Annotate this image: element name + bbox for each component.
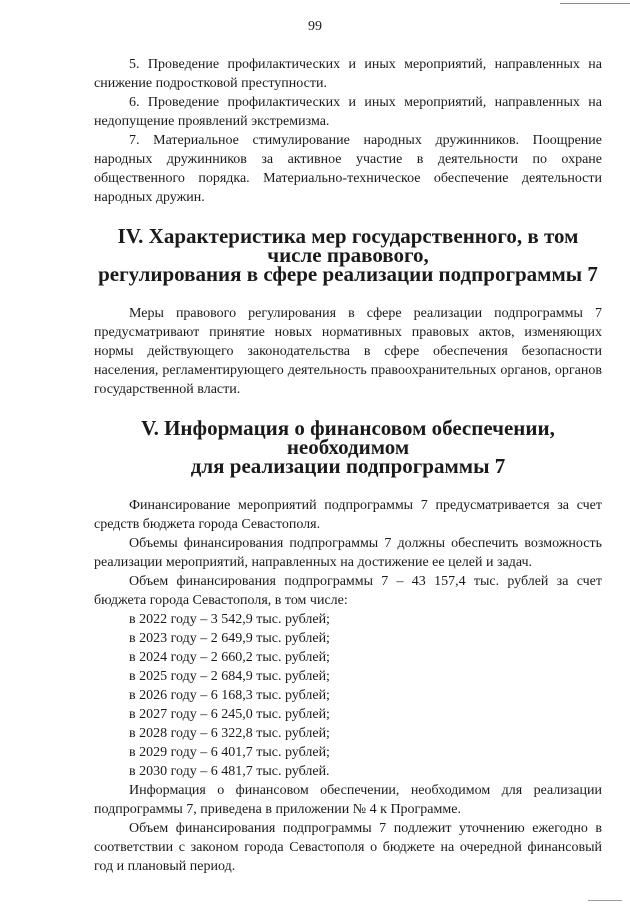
section-v-paragraph-total: Объем финансирования подпрограммы 7 – 43 157,4 тыс. рублей за счет бюджета города Севастополя, в том числе: [94, 574, 602, 608]
page-content [94, 55, 602, 876]
bottom-edge-rule [588, 900, 622, 901]
section-v-paragraph-annual-update: Объем финансирования подпрограммы 7 подлежит уточнению ежегодно в соответствии с законом города Севастополя о бюджете на очередной финансовый год и плановый период. [94, 821, 602, 874]
list-item: в 2026 году – 6 168,3 тыс. рублей; [129, 688, 330, 703]
funding-by-year-list [94, 610, 602, 781]
intro-paragraph-5: 5. Проведение профилактических и иных мероприятий, направленных на снижение подростковой преступности. [94, 57, 602, 91]
list-item: в 2030 году – 6 481,7 тыс. рублей. [129, 764, 330, 779]
top-edge-rule [560, 3, 630, 4]
section-v-paragraph-funding-volume: Объемы финансирования подпрограммы 7 должны обеспечить возможность реализации мероприятий, направленных на достижение ее целей и задач. [94, 536, 602, 570]
page-number: 99 [308, 19, 322, 34]
list-item: в 2029 году – 6 401,7 тыс. рублей; [129, 745, 330, 760]
section-iv-heading [94, 224, 602, 286]
list-item: в 2022 году – 3 542,9 тыс. рублей; [129, 612, 330, 627]
intro-paragraph-6: 6. Проведение профилактических и иных мероприятий, направленных на недопущение проявлений экстремизма. [94, 95, 602, 129]
list-item: в 2024 году – 2 660,2 тыс. рублей; [129, 650, 330, 665]
list-item: в 2025 году – 2 684,9 тыс. рублей; [129, 669, 330, 684]
section-iv-paragraph: Меры правового регулирования в сфере реализации подпрограммы 7 предусматривают принятие новых нормативных правовых актов, изменяющих нормы действующего законодательства в сфере обеспечения безопасности населения, регламентирующего деятельность правоохранительных органов, органов государственной власти. [94, 306, 602, 397]
list-item: в 2023 году – 2 649,9 тыс. рублей; [129, 631, 330, 646]
list-item: в 2027 году – 6 245,0 тыс. рублей; [129, 707, 330, 722]
intro-paragraph-7: 7. Материальное стимулирование народных дружинников. Поощрение народных дружинников за активное участие в деятельности по охране общественного порядка. Материально-техническое обеспечение деятельности народных дружин. [94, 133, 602, 205]
section-v-paragraph-funding-source: Финансирование мероприятий подпрограммы 7 предусматривается за счет средств бюджета города Севастополя. [94, 498, 602, 532]
section-v-heading-line-1: V. Информация о финансовом обеспечении, необходимом [141, 416, 555, 459]
section-v-paragraph-appendix: Информация о финансовом обеспечении, необходимом для реализации подпрограммы 7, приведена в приложении № 4 к Программе. [94, 783, 602, 817]
list-item: в 2028 году – 6 322,8 тыс. рублей; [129, 726, 330, 741]
section-v-heading-line-2: для реализации подпрограммы 7 [190, 454, 506, 478]
section-iv-heading-line-2: регулирования в сфере реализации подпрограммы 7 [98, 262, 598, 286]
section-v-heading [94, 416, 602, 478]
section-iv-heading-line-1: IV. Характеристика мер государственного, в том числе правового, [117, 224, 579, 267]
